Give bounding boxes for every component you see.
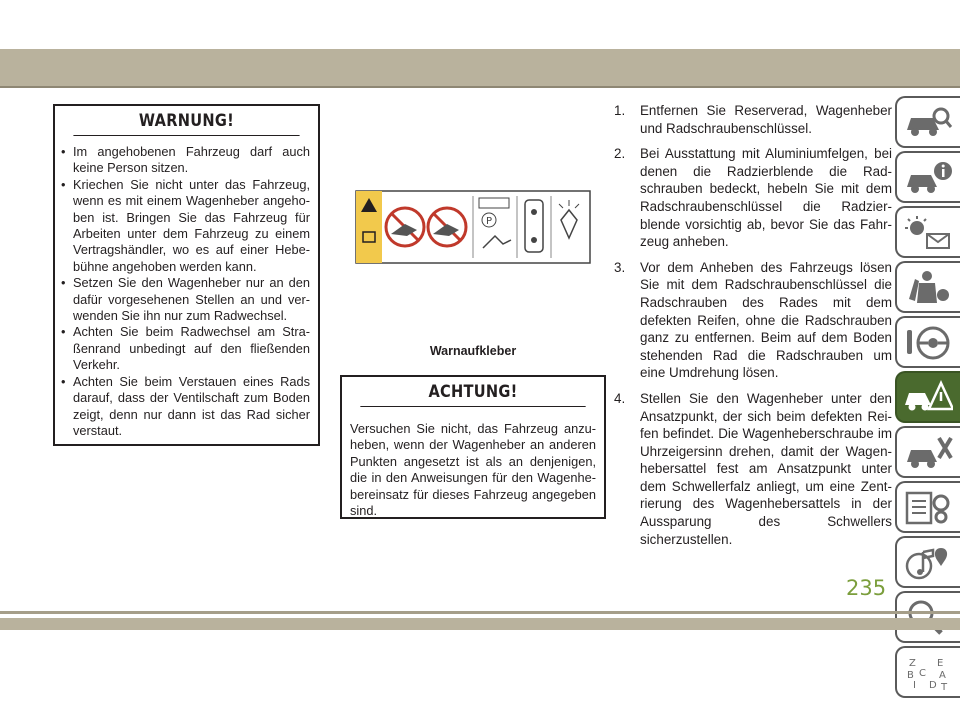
warning-label-figure: [355, 190, 591, 264]
settings-list-icon: [903, 489, 953, 527]
warning-item: • Im angehobenen Fahrzeug darf auch keine Person sitzen.: [61, 144, 310, 177]
index-letter: B: [907, 670, 914, 681]
header-band: [0, 49, 960, 86]
index-letter: D: [929, 680, 937, 691]
caution-body: Versuchen Sie nicht, das Fahrzeug anzuheben, wenn der Wagenheber an anderen Punkten angesetzt ist als an denjenigen, die in den Anweisungen für den Wagenhebereinsatz für dieses Fahrzeug angegeben sind.: [350, 421, 596, 519]
warning-item: • Kriechen Sie nicht unter das Fahrzeug, wenn es mit einem Wagenheber angehoben ist. Bringen Sie das Fahrzeug für Arbeiten unter dem Fahrzeug zu einem Vertragshändler, wo es auf einer Hebebühne angehoben werden kann.: [61, 177, 310, 275]
figure-caption: Warnaufkleber: [429, 344, 517, 358]
steering-wheel-icon: [903, 324, 953, 362]
warning-lights-message-icon: [903, 214, 953, 252]
step-text: Entfernen Sie Reserverad, Wagenheber und Radschraubenschlüssel.: [640, 103, 892, 136]
warning-box: [53, 104, 320, 446]
tab-warning-lights[interactable]: [895, 206, 960, 258]
step-number: 2.: [614, 146, 626, 162]
warning-list: [55, 136, 318, 447]
tab-search[interactable]: [895, 591, 960, 643]
step-number: 4.: [614, 390, 626, 406]
footer-rule: [0, 611, 960, 614]
header-rule: [0, 86, 960, 88]
svg-text:P: P: [486, 216, 493, 227]
index-letter: C: [919, 668, 926, 679]
index-letter: T: [941, 682, 948, 692]
car-breakdown-icon: [903, 379, 953, 417]
caution-box: [340, 375, 606, 519]
tab-car-search[interactable]: [895, 96, 960, 148]
index-letter: Z: [909, 658, 916, 669]
step-text: Stellen Sie den Wagenheber unter den Ansatzpunkt, der sich beim defekten Reifen befindet. Die Wagenheberschraube im Uhrzeigersinn drehen, damit der Wagenhebersattel fest am Ansatzpunkt unter dem Schwellerfalz anliegt, um eine Zentrierung des Wagenhebersattels in der Aussparung des Schwellers sicherzustellen.: [640, 390, 892, 547]
tab-index[interactable]: [895, 646, 960, 698]
warning-item: • Achten Sie beim Verstauen eines Rads darauf, dass der Ventilschaft zum Boden zeigt, denn nur dann ist das Rad sicher verstaut.: [61, 374, 310, 440]
caution-title: ACHTUNG!: [360, 377, 585, 407]
step-text: Bei Ausstattung mit Aluminiumfelgen, bei denen die Radzierblende die Radschrauben bedeckt, hebeln Sie mit dem Radschraubenschlüssel die Radzierblende vorsichtig ab, bevor Sie das Fahrzeug anheben.: [640, 146, 892, 250]
tab-maintenance-settings[interactable]: [895, 481, 960, 533]
tab-car-tools[interactable]: [895, 426, 960, 478]
step-number: 1.: [614, 103, 626, 118]
index-letter: E: [937, 658, 944, 669]
tab-multimedia[interactable]: [895, 536, 960, 588]
step-item: [614, 390, 892, 548]
instruction-steps: [614, 102, 892, 556]
footer-band: [0, 618, 960, 630]
warning-item: • Setzen Sie den Wagenheber nur an den dafür vorgesehenen Stellen an und verwenden Sie ihn nur zum Radwechsel.: [61, 275, 310, 324]
car-info-icon: [903, 159, 953, 197]
warning-title: WARNUNG!: [73, 106, 299, 136]
step-number: 3.: [614, 259, 626, 275]
seat-airbag-icon: [903, 269, 953, 307]
tab-car-info[interactable]: [895, 151, 960, 203]
warning-item: • Achten Sie beim Radwechsel am Straßenrand unbedingt auf den fließenden Verkehr.: [61, 324, 310, 373]
index-letter: I: [913, 680, 916, 691]
music-navigation-icon: [903, 544, 953, 582]
step-item: [614, 145, 892, 251]
warning-label-illustration: [355, 190, 591, 264]
page-number: 235: [846, 576, 887, 600]
tab-seat-airbag[interactable]: [895, 261, 960, 313]
step-item: [614, 102, 892, 137]
car-search-icon: [903, 104, 953, 142]
tab-breakdown[interactable]: [895, 371, 960, 423]
step-text: Vor dem Anheben des Fahrzeugs lösen Sie mit dem Radschraubenschlüssel die Radschrauben des Rades mit dem defekten Reifen, ohne die Radschrauben ganz zu entfernen. Beim auf dem Boden stehenden Rad die Radschrauben um eine Umdrehung lösen.: [640, 259, 892, 381]
car-tools-icon: [903, 434, 953, 472]
tab-steering-wheel[interactable]: [895, 316, 960, 368]
step-item: [614, 259, 892, 382]
index-letter: A: [939, 670, 946, 681]
alphabet-index-icon: [903, 654, 953, 692]
